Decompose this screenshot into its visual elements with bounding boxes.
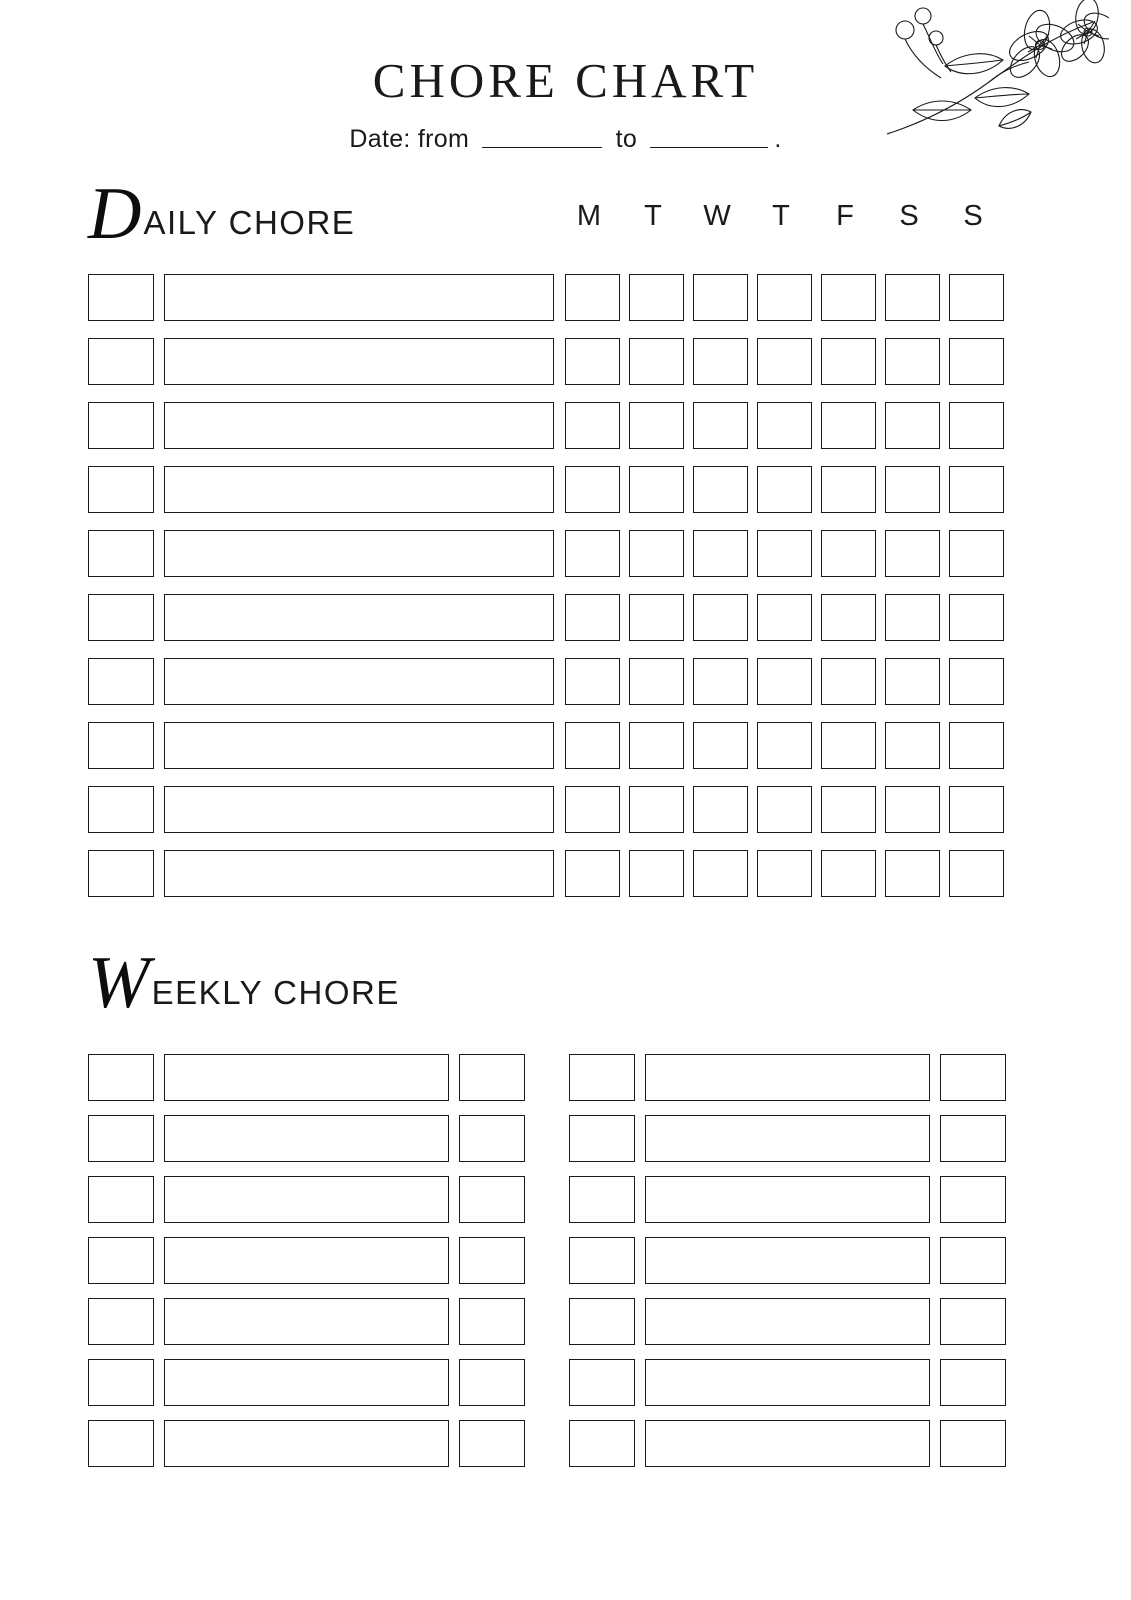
daily-day-checkbox[interactable] (949, 466, 1004, 513)
weekly-row-check-box[interactable] (569, 1359, 635, 1406)
weekly-row-check-box[interactable] (88, 1054, 154, 1101)
daily-day-checkbox[interactable] (629, 722, 684, 769)
weekly-chore-name-field[interactable] (164, 1176, 449, 1223)
daily-day-checkbox[interactable] (757, 658, 812, 705)
weekday-label-mon: M (576, 200, 602, 232)
daily-day-checkbox[interactable] (821, 338, 876, 385)
weekday-label-fri: F (836, 200, 854, 232)
daily-day-checkbox[interactable] (757, 722, 812, 769)
daily-day-checkbox[interactable] (885, 466, 940, 513)
daily-day-cells (565, 786, 1004, 833)
weekly-chore-row (569, 1352, 1006, 1413)
weekly-chore-row (88, 1352, 525, 1413)
weekly-chore-name-field[interactable] (645, 1115, 930, 1162)
daily-chore-name-field[interactable] (164, 338, 554, 385)
daily-day-cells (565, 466, 1004, 513)
weekday-label-thu: T (772, 200, 790, 232)
daily-day-checkbox[interactable] (757, 274, 812, 321)
daily-day-checkbox[interactable] (949, 786, 1004, 833)
weekly-column-right (569, 1047, 1006, 1474)
weekly-chore-name-field[interactable] (645, 1054, 930, 1101)
daily-day-checkbox[interactable] (821, 850, 876, 897)
daily-chore-name-field[interactable] (164, 658, 554, 705)
weekly-row-done-box[interactable] (459, 1115, 525, 1162)
daily-chore-row (88, 777, 1131, 841)
weekly-row-done-box[interactable] (940, 1115, 1006, 1162)
daily-day-checkbox[interactable] (821, 466, 876, 513)
daily-chore-row (88, 713, 1131, 777)
daily-row-check-box[interactable] (88, 402, 154, 449)
daily-day-checkbox[interactable] (949, 722, 1004, 769)
date-from-input[interactable] (482, 146, 602, 148)
daily-day-checkbox[interactable] (821, 402, 876, 449)
daily-day-checkbox[interactable] (693, 338, 748, 385)
date-to-input[interactable] (650, 146, 768, 148)
weekly-chore-row (88, 1108, 525, 1169)
daily-day-checkbox[interactable] (821, 530, 876, 577)
weekly-dropcap: W (88, 942, 150, 1025)
weekly-chore-row (88, 1047, 525, 1108)
daily-day-cells (565, 274, 1004, 321)
daily-chore-name-field[interactable] (164, 466, 554, 513)
weekday-header-row (557, 200, 1007, 233)
weekly-row-done-box[interactable] (940, 1176, 1006, 1223)
daily-day-checkbox[interactable] (757, 466, 812, 513)
weekly-chore-name-field[interactable] (645, 1298, 930, 1345)
weekly-row-done-box[interactable] (940, 1237, 1006, 1284)
weekly-chore-heading (0, 942, 1131, 1025)
daily-day-checkbox[interactable] (757, 338, 812, 385)
date-prefix-label: Date: from (349, 125, 470, 153)
weekly-column-left (88, 1047, 525, 1474)
daily-day-checkbox[interactable] (565, 658, 620, 705)
daily-dropcap: D (88, 173, 142, 255)
weekly-chore-row (88, 1291, 525, 1352)
daily-day-checkbox[interactable] (885, 338, 940, 385)
daily-day-checkbox[interactable] (565, 786, 620, 833)
daily-chore-row (88, 521, 1131, 585)
daily-day-checkbox[interactable] (757, 850, 812, 897)
daily-day-checkbox[interactable] (565, 466, 620, 513)
weekly-chore-name-field[interactable] (645, 1176, 930, 1223)
daily-day-checkbox[interactable] (565, 722, 620, 769)
weekly-chore-name-field[interactable] (164, 1115, 449, 1162)
weekday-label-tue: T (644, 200, 662, 232)
daily-chore-name-field[interactable] (164, 402, 554, 449)
daily-chore-name-field[interactable] (164, 594, 554, 641)
weekly-row-done-box[interactable] (459, 1359, 525, 1406)
daily-heading-text: AILY CHORE (143, 204, 356, 242)
weekly-chore-row (88, 1413, 525, 1474)
daily-row-check-box[interactable] (88, 658, 154, 705)
weekly-row-check-box[interactable] (88, 1115, 154, 1162)
daily-day-checkbox[interactable] (949, 274, 1004, 321)
page-title: CHORE CHART (372, 53, 759, 108)
daily-day-checkbox[interactable] (949, 402, 1004, 449)
weekly-chore-table (0, 1047, 1131, 1474)
daily-day-checkbox[interactable] (885, 402, 940, 449)
weekly-chore-row (569, 1291, 1006, 1352)
daily-day-checkbox[interactable] (821, 722, 876, 769)
daily-day-checkbox[interactable] (693, 850, 748, 897)
weekly-row-done-box[interactable] (940, 1359, 1006, 1406)
daily-day-checkbox[interactable] (885, 274, 940, 321)
daily-row-check-box[interactable] (88, 786, 154, 833)
daily-chore-name-field[interactable] (164, 786, 554, 833)
daily-day-checkbox[interactable] (629, 274, 684, 321)
daily-chore-name-field[interactable] (164, 850, 554, 897)
daily-day-cells (565, 850, 1004, 897)
weekly-row-check-box[interactable] (88, 1359, 154, 1406)
weekly-row-check-box[interactable] (569, 1420, 635, 1467)
daily-day-checkbox[interactable] (757, 530, 812, 577)
daily-row-check-box[interactable] (88, 530, 154, 577)
weekly-chore-row (569, 1413, 1006, 1474)
daily-day-checkbox[interactable] (629, 850, 684, 897)
weekly-row-check-box[interactable] (88, 1298, 154, 1345)
weekly-row-done-box[interactable] (459, 1054, 525, 1101)
daily-day-checkbox[interactable] (821, 274, 876, 321)
weekly-row-check-box[interactable] (569, 1054, 635, 1101)
weekly-row-check-box[interactable] (569, 1176, 635, 1223)
daily-day-checkbox[interactable] (821, 658, 876, 705)
daily-day-checkbox[interactable] (885, 850, 940, 897)
daily-day-checkbox[interactable] (821, 594, 876, 641)
daily-day-checkbox[interactable] (949, 658, 1004, 705)
daily-day-checkbox[interactable] (757, 402, 812, 449)
daily-chore-row (88, 649, 1131, 713)
daily-day-checkbox[interactable] (885, 594, 940, 641)
weekly-chore-name-field[interactable] (645, 1420, 930, 1467)
weekly-row-check-box[interactable] (569, 1115, 635, 1162)
daily-chore-row (88, 393, 1131, 457)
weekly-row-check-box[interactable] (569, 1298, 635, 1345)
weekly-row-done-box[interactable] (459, 1237, 525, 1284)
daily-day-checkbox[interactable] (565, 338, 620, 385)
weekly-chore-row (569, 1108, 1006, 1169)
daily-chore-row (88, 457, 1131, 521)
daily-day-checkbox[interactable] (949, 530, 1004, 577)
weekly-row-done-box[interactable] (459, 1176, 525, 1223)
daily-day-checkbox[interactable] (949, 850, 1004, 897)
weekly-chore-row (569, 1169, 1006, 1230)
daily-day-checkbox[interactable] (565, 274, 620, 321)
weekly-row-done-box[interactable] (459, 1420, 525, 1467)
daily-row-check-box[interactable] (88, 722, 154, 769)
daily-day-checkbox[interactable] (565, 402, 620, 449)
daily-day-checkbox[interactable] (629, 594, 684, 641)
daily-day-checkbox[interactable] (949, 594, 1004, 641)
weekly-heading-text: EEKLY CHORE (151, 973, 400, 1011)
daily-day-cells (565, 402, 1004, 449)
daily-day-checkbox[interactable] (693, 274, 748, 321)
weekday-label-sun: S (963, 200, 983, 232)
weekday-label-wed: W (703, 200, 731, 232)
daily-day-cells (565, 594, 1004, 641)
daily-day-checkbox[interactable] (949, 338, 1004, 385)
daily-row-check-box[interactable] (88, 850, 154, 897)
weekly-row-done-box[interactable] (459, 1298, 525, 1345)
daily-chore-row (88, 841, 1131, 905)
weekly-chore-row (569, 1230, 1006, 1291)
daily-row-check-box[interactable] (88, 466, 154, 513)
daily-day-checkbox[interactable] (693, 658, 748, 705)
daily-chore-name-field[interactable] (164, 530, 554, 577)
daily-day-checkbox[interactable] (885, 786, 940, 833)
daily-day-checkbox[interactable] (629, 658, 684, 705)
cherry-blossom-branch-icon (879, 0, 1109, 164)
daily-day-checkbox[interactable] (693, 402, 748, 449)
daily-day-cells (565, 530, 1004, 577)
daily-day-checkbox[interactable] (693, 786, 748, 833)
daily-chore-row (88, 585, 1131, 649)
daily-chore-row (88, 265, 1131, 329)
daily-day-checkbox[interactable] (629, 786, 684, 833)
daily-day-checkbox[interactable] (629, 466, 684, 513)
daily-day-cells (565, 658, 1004, 705)
daily-row-check-box[interactable] (88, 338, 154, 385)
weekly-row-done-box[interactable] (940, 1420, 1006, 1467)
daily-day-checkbox[interactable] (821, 786, 876, 833)
daily-day-checkbox[interactable] (757, 786, 812, 833)
weekly-chore-row (569, 1047, 1006, 1108)
daily-day-checkbox[interactable] (629, 530, 684, 577)
weekly-chore-row (88, 1169, 525, 1230)
weekly-chore-name-field[interactable] (645, 1237, 930, 1284)
daily-day-checkbox[interactable] (629, 402, 684, 449)
weekly-chore-name-field[interactable] (645, 1359, 930, 1406)
date-suffix-label: . (774, 125, 782, 153)
weekly-row-check-box[interactable] (88, 1176, 154, 1223)
weekly-row-check-box[interactable] (88, 1420, 154, 1467)
weekday-label-sat: S (899, 200, 919, 232)
weekly-chore-name-field[interactable] (164, 1298, 449, 1345)
daily-row-check-box[interactable] (88, 274, 154, 321)
daily-day-checkbox[interactable] (885, 722, 940, 769)
daily-day-checkbox[interactable] (693, 722, 748, 769)
daily-day-cells (565, 338, 1004, 385)
daily-chore-name-field[interactable] (164, 274, 554, 321)
date-middle-label: to (615, 125, 638, 153)
weekly-row-done-box[interactable] (940, 1054, 1006, 1101)
daily-day-checkbox[interactable] (693, 594, 748, 641)
daily-day-checkbox[interactable] (757, 594, 812, 641)
weekly-chore-name-field[interactable] (164, 1420, 449, 1467)
daily-chore-row (88, 329, 1131, 393)
daily-day-cells (565, 722, 1004, 769)
weekly-chore-name-field[interactable] (164, 1359, 449, 1406)
daily-chore-table (0, 265, 1131, 905)
daily-chore-name-field[interactable] (164, 722, 554, 769)
daily-row-check-box[interactable] (88, 594, 154, 641)
daily-day-checkbox[interactable] (885, 530, 940, 577)
weekly-chore-name-field[interactable] (164, 1237, 449, 1284)
weekly-row-check-box[interactable] (88, 1237, 154, 1284)
daily-day-checkbox[interactable] (629, 338, 684, 385)
weekly-row-check-box[interactable] (569, 1237, 635, 1284)
daily-day-checkbox[interactable] (693, 466, 748, 513)
weekly-chore-name-field[interactable] (164, 1054, 449, 1101)
weekly-row-done-box[interactable] (940, 1298, 1006, 1345)
daily-day-checkbox[interactable] (565, 850, 620, 897)
weekly-chore-row (88, 1230, 525, 1291)
daily-day-checkbox[interactable] (885, 658, 940, 705)
daily-day-checkbox[interactable] (565, 530, 620, 577)
daily-day-checkbox[interactable] (565, 594, 620, 641)
daily-day-checkbox[interactable] (693, 530, 748, 577)
